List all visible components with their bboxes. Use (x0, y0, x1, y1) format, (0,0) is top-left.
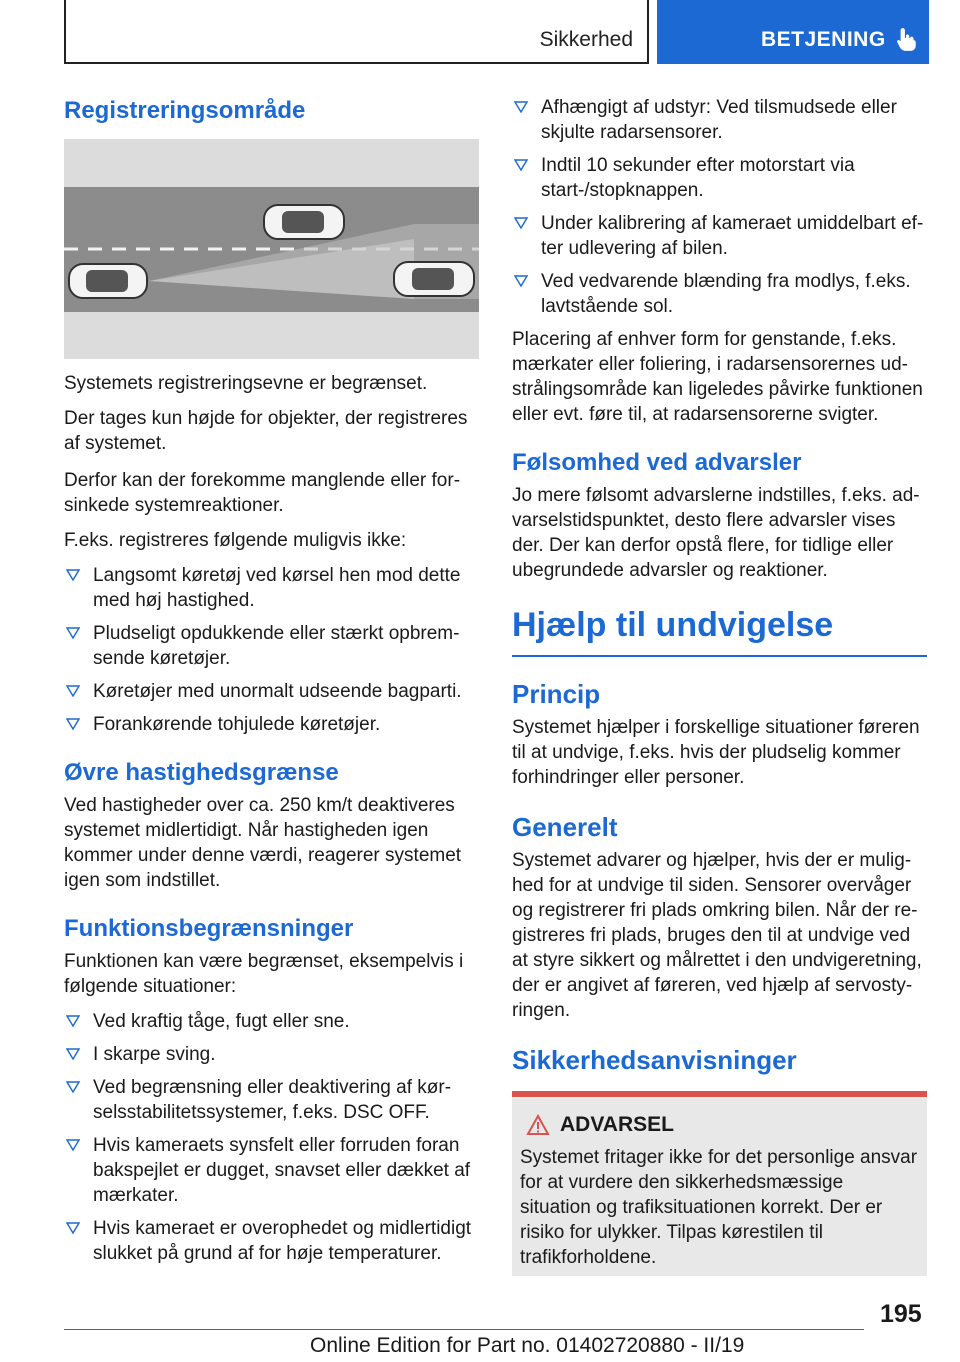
pointing-hand-icon (893, 26, 919, 52)
list-item: Afhængigt af udstyr: Ved tilsmudsede eller skjulte radarsensorer. (512, 95, 927, 145)
right-column (512, 95, 927, 1276)
list-item: Ved begrænsning eller deaktivering af kørselsstabilitetssystemer, f.eks. DSC OFF. (64, 1075, 479, 1125)
section-title-safety-notes: Sikkerhedsanvisninger (512, 1045, 797, 1075)
chapter-title-evasion-aid: Hjælp til undvigelse (512, 603, 927, 657)
paragraph: Der tages kun højde for objekter, der registreres af systemet. (64, 408, 468, 454)
triangle-bullet-icon (66, 1047, 80, 1061)
paragraph: Placering af enhver form for genstande, f.eks. mærkater eller foliering, i radarsensorernes udstrålingsområde kan ligeledes påvirke funktionen eller evt. føre til, at radarsensorerne svigter. (512, 329, 923, 425)
paragraph: Derfor kan der forekomme manglende eller forsinkede systemreaktioner. (64, 470, 461, 516)
header-section-label: Sikkerhed (539, 28, 633, 51)
bullet-list-undetected (64, 563, 479, 737)
list-item: Ved kraftig tåge, fugt eller sne. (64, 1009, 479, 1034)
header-chapter-label: BETJENING (761, 28, 886, 51)
triangle-bullet-icon (66, 568, 80, 582)
paragraph: Ved hastigheder over ca. 250 km/t deaktiveres systemet midlertidigt. Når hastigheden igen kommer under denne værdi, reagerer systemet igen som indstillet. (64, 795, 462, 891)
list-item: Pludseligt opdukkende eller stærkt opbremsende køretøjer. (64, 621, 479, 671)
list-item: Hvis kameraet er overophedet og midlertidigt slukket på grund af for høje temperaturer. (64, 1216, 479, 1266)
warning-text: Systemet fritager ikke for det personlige ansvar for at vurdere den sikkerhedsmæssige situation og trafiksituationen korrekt. Der er risiko for ulykker. Tilpas kørestilen til trafikforholdene. (520, 1147, 918, 1268)
paragraph: Systemet hjælper i forskellige situationer føreren til at undvige, f.eks. hvis der pludselig kommer forhindringer eller personer. (512, 717, 920, 788)
list-item: Køretøjer med unormalt udseende bagparti. (64, 679, 479, 704)
detection-area-illustration (64, 139, 479, 359)
header-section-box (64, 0, 649, 64)
section-title-principle: Princip (512, 679, 601, 709)
car-ego (394, 262, 474, 296)
list-item: Ved vedvarende blænding fra modlys, f.eks. lavtstående sol. (512, 269, 927, 319)
list-item: Langsomt køretøj ved kørsel hen mod dette med høj hastighed. (64, 563, 479, 613)
list-item: Hvis kameraets synsfelt eller forruden foran bakspejlet er dugget, snavset eller dækket af mærkater. (64, 1133, 479, 1208)
paragraph: Systemet advarer og hjælper, hvis der er mulighed for at undvige til siden. Sensorer overvåger og registrerer fri plads omkring bilen. Når der registreres fri plads, bruges den til at undvige ved at styre sikkert og målrettet i den undvigeretning, der er angivet af føreren, ved hjælp af servostyringen. (512, 850, 922, 1021)
page-number: 195 (880, 1300, 922, 1328)
triangle-bullet-icon (514, 158, 528, 172)
triangle-bullet-icon (66, 1221, 80, 1235)
bullet-list-limits (64, 1009, 479, 1266)
list-item: I skarpe sving. (64, 1042, 479, 1067)
warning-title: ADVARSEL (560, 1113, 674, 1136)
triangle-bullet-icon (66, 1080, 80, 1094)
triangle-bullet-icon (66, 1014, 80, 1028)
list-item: Indtil 10 sekunder efter motorstart via start-/stopknappen. (512, 153, 927, 203)
paragraph: Jo mere følsomt advarslerne indstilles, f.eks. advarselstidspunktet, desto flere advarsler vises der. Der kan derfor opstå flere, for tidlige eller ubegrundede advarsler og reaktioner. (512, 485, 920, 581)
section-title-function-limits: Funktionsbegrænsninger (64, 915, 354, 942)
warning-box (512, 1091, 927, 1276)
header-chapter-tab (657, 0, 929, 64)
triangle-bullet-icon (514, 216, 528, 230)
list-item: Forankørende tohjulede køretøjer. (64, 712, 479, 737)
section-title-detection-area: Registreringsområde (64, 97, 306, 124)
section-title-speed-limit: Øvre hastighedsgrænse (64, 759, 339, 786)
triangle-bullet-icon (514, 100, 528, 114)
bullet-list-continued (512, 95, 927, 319)
section-title-general: Generelt (512, 812, 618, 842)
triangle-bullet-icon (66, 1138, 80, 1152)
triangle-bullet-icon (66, 626, 80, 640)
warning-heading (526, 1113, 919, 1137)
triangle-bullet-icon (66, 684, 80, 698)
paragraph: Systemets registreringsevne er begrænset. (64, 373, 428, 394)
list-item: Under kalibrering af kameraet umiddelbart efter udlevering af bilen. (512, 211, 927, 261)
footer-divider (64, 1329, 864, 1330)
car-rear-left (69, 264, 147, 298)
triangle-bullet-icon (514, 274, 528, 288)
triangle-bullet-icon (66, 717, 80, 731)
paragraph: F.eks. registreres følgende muligvis ikke: (64, 530, 407, 551)
paragraph: Funktionen kan være begrænset, eksempelvis i følgende situationer: (64, 951, 464, 997)
road-diagram (64, 139, 479, 359)
left-column (64, 95, 479, 1274)
warning-triangle-icon (526, 1114, 550, 1136)
section-title-warning-sensitivity: Følsomhed ved advarsler (512, 449, 802, 476)
footer-edition: Online Edition for Part no. 01402720880 - II/19 (310, 1334, 745, 1357)
car-upper-lane (264, 205, 344, 239)
